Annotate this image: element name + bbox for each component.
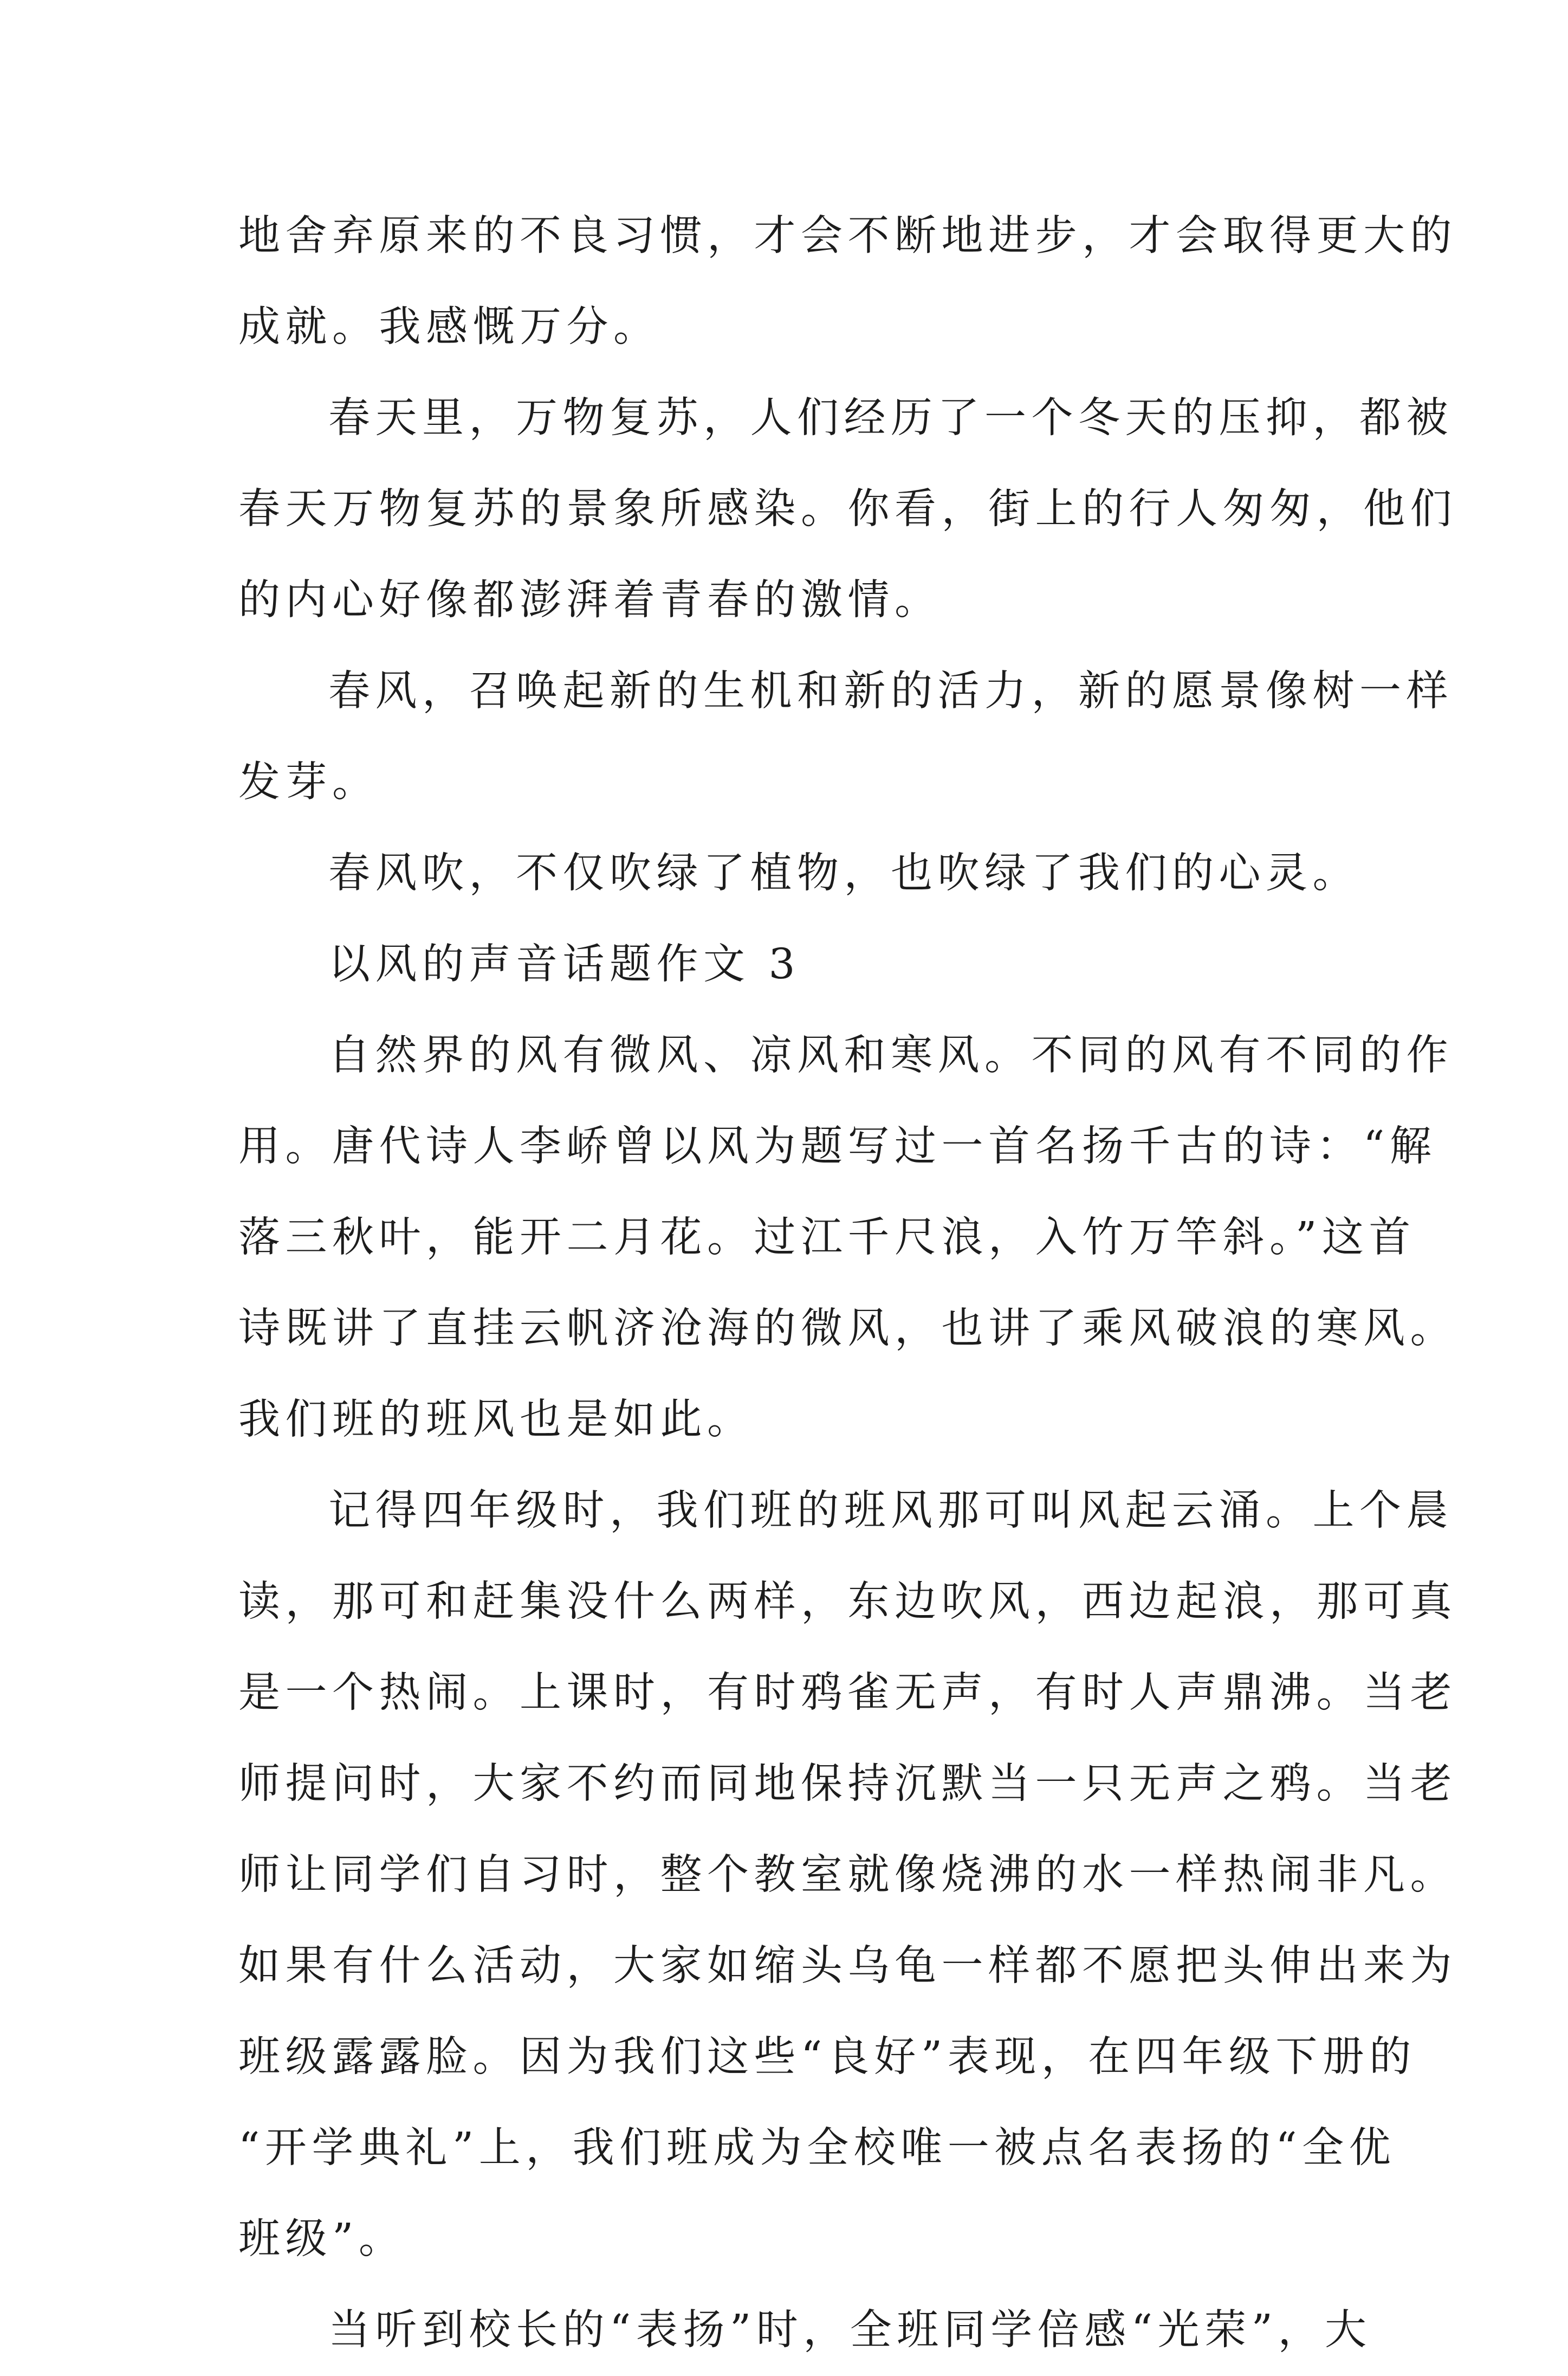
text-line: 用。唐代诗人李峤曾以风为题写过一首名扬千古的诗：“解	[238, 1122, 1437, 1171]
text-line: 自然界的风有微风、凉风和寒风。不同的风有不同的作	[328, 1031, 1453, 1080]
text-line: 春风吹，不仅吹绿了植物，也吹绿了我们的心灵。	[328, 849, 1359, 898]
text-line: 我们班的班风也是如此。	[238, 1396, 754, 1444]
text-line: 成就。我感慨万分。	[238, 303, 660, 351]
text-line: 落三秋叶，能开二月花。过江千尺浪，入竹万竿斜。”这首	[238, 1213, 1416, 1262]
text-line: 当听到校长的“表扬”时，全班同学倍感“光荣”，大	[328, 2306, 1372, 2354]
text-line: 班级露露脸。因为我们这些“良好”表现，在四年级下册的	[238, 2033, 1416, 2081]
text-line: “开学典礼”上，我们班成为全校唯一被点名表扬的“全优	[238, 2124, 1396, 2172]
text-line: 如果有什么活动，大家如缩头乌龟一样都不愿把头伸出来为	[238, 1942, 1457, 1990]
text-line: 师提问时，大家不约而同地保持沉默当一只无声之鸦。当老	[238, 1760, 1457, 1808]
text-line: 春天里，万物复苏，人们经历了一个冬天的压抑，都被	[328, 394, 1453, 442]
text-line: 师让同学们自习时，整个教室就像烧沸的水一样热闹非凡。	[238, 1851, 1457, 1899]
text-line: 读，那可和赶集没什么两样，东边吹风，西边起浪，那可真	[238, 1578, 1457, 1626]
body-text	[238, 191, 1457, 2376]
text-line: 诗既讲了直挂云帆济沧海的微风，也讲了乘风破浪的寒风。	[238, 1305, 1457, 1353]
text-line: 的内心好像都澎湃着青春的激情。	[238, 576, 942, 624]
text-line: 记得四年级时，我们班的班风那可叫风起云涌。上个晨	[328, 1487, 1453, 1535]
text-line: 春天万物复苏的景象所感染。你看，街上的行人匆匆，他们	[238, 485, 1457, 533]
text-line: 是一个热闹。上课时，有时鸦雀无声，有时人声鼎沸。当老	[238, 1669, 1457, 1717]
text-line: 班级”。	[238, 2215, 406, 2263]
text-line: 发芽。	[238, 758, 379, 806]
text-line: 以风的声音话题作文 3	[328, 940, 800, 989]
text-line: 地舍弃原来的不良习惯，才会不断地进步，才会取得更大的	[238, 212, 1457, 260]
text-line: 春风，召唤起新的生机和新的活力，新的愿景像树一样	[328, 667, 1453, 715]
